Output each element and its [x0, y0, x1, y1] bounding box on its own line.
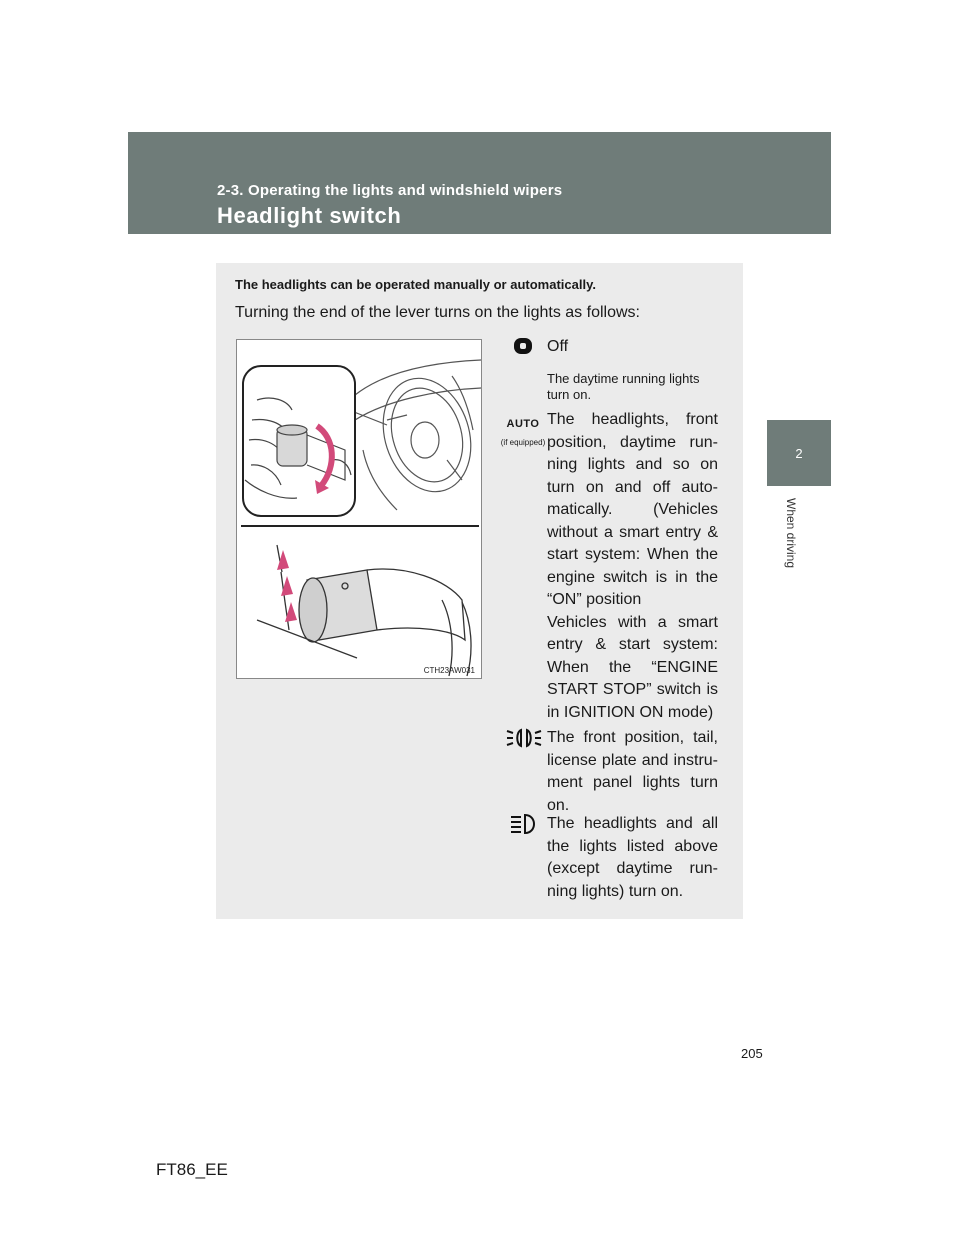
figure-code: CTH23AW031 [423, 666, 475, 675]
item-off [547, 336, 718, 403]
item-auto-text: The headlights, front position, daytime run-ning lights and so on turn on and off auto-matically. (Vehicles without a smart entry & start system: When the engine switch is in the “ON” position [547, 411, 718, 608]
lever-drawing [237, 340, 481, 678]
document-code: FT86_EE [156, 1160, 228, 1179]
item-auto-text2: Vehicles with a smart entry & start system: When the “ENGINE START STOP” switch is in IGNITION ON mode) [547, 613, 718, 721]
auto-icon [501, 418, 545, 447]
daytime-running-light-icon [501, 336, 545, 356]
chapter-number: 2 [795, 445, 803, 461]
chapter-tab[interactable] [767, 420, 831, 486]
lever-illustration [236, 339, 482, 679]
item-off-label: Off [547, 338, 569, 355]
page-title: Headlight switch [217, 203, 402, 228]
auto-icon-note: (if equipped) [500, 438, 546, 447]
lead-text: Turning the end of the lever turns on the lights as follows: [235, 304, 640, 321]
headlight-icon [502, 813, 546, 835]
section-label: 2-3. Operating the lights and windshield wipers [217, 182, 563, 199]
header-band [128, 132, 831, 234]
item-auto [547, 409, 718, 724]
position-lights-icon [502, 727, 546, 749]
auto-icon-label: AUTO [506, 418, 540, 430]
page-number: 205 [741, 1046, 763, 1061]
item-position: The front position, tail, license plate and instru-ment panel lights turn on. [547, 729, 718, 814]
content-box [216, 263, 743, 919]
intro-text: The headlights can be operated manually or automatically. [235, 277, 596, 292]
item-off-note: The daytime running lights turn on. [547, 370, 700, 402]
item-headlights: The headlights and all the lights listed above (except daytime run-ning lights) turn on. [547, 815, 718, 900]
chapter-name: When driving [784, 498, 798, 569]
